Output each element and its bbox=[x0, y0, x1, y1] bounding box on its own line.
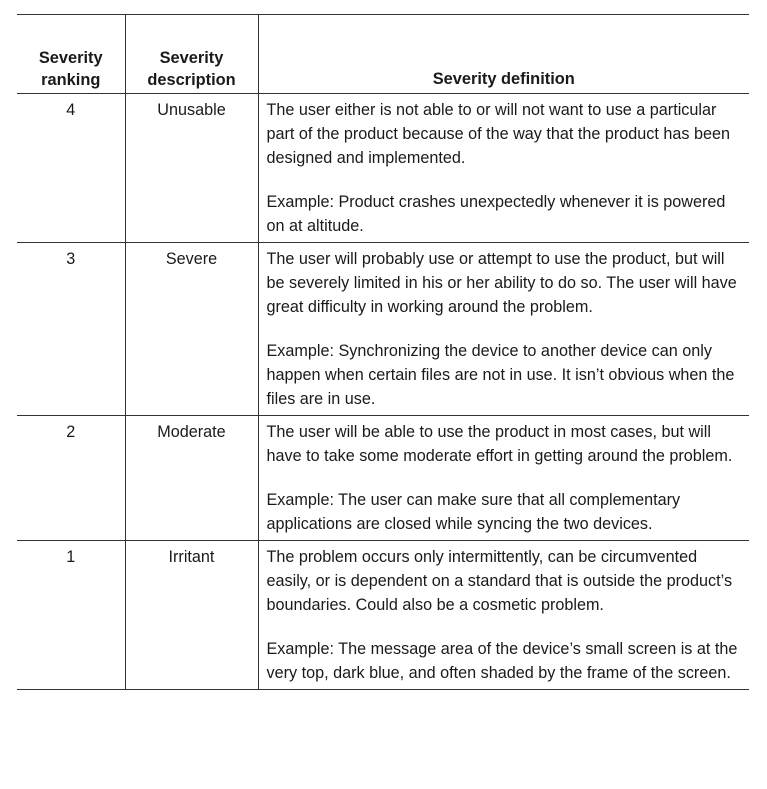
header-severity-description bbox=[125, 15, 258, 94]
row-definition: The user will be able to use the product in most cases, but will have to take some moderate effort in getting around the problem. bbox=[266, 423, 733, 465]
row-example: Example: The user can make sure that all complementary applications are closed while syncing the two devices. bbox=[266, 491, 681, 533]
row-definition: The user will probably use or attempt to use the product, but will be severely limited in his or her ability to do so. The user will have great difficulty in working around the problem. bbox=[266, 250, 737, 316]
header-severity-definition: Severity definition bbox=[432, 70, 575, 88]
severity-table bbox=[17, 14, 749, 690]
header-description-line-1: Severity bbox=[159, 49, 224, 67]
header-description-line-2: description bbox=[147, 71, 236, 89]
header-ranking-line-1: Severity bbox=[38, 49, 103, 67]
row-definition-cell bbox=[258, 94, 749, 243]
row-description: Moderate bbox=[125, 416, 258, 541]
row-example: Example: The message area of the device’s small screen is at the very top, dark blue, and often shaded by the frame of the screen. bbox=[266, 640, 738, 682]
table-row bbox=[17, 416, 749, 541]
row-ranking: 4 bbox=[17, 94, 125, 243]
row-description: Severe bbox=[125, 243, 258, 416]
row-definition-cell bbox=[258, 541, 749, 690]
row-example: Example: Synchronizing the device to another device can only happen when certain files are not in use. It isn’t obvious when the files are in use. bbox=[266, 342, 735, 408]
row-description: Unusable bbox=[125, 94, 258, 243]
row-example: Example: Product crashes unexpectedly whenever it is powered on at altitude. bbox=[266, 193, 726, 235]
row-ranking: 3 bbox=[17, 243, 125, 416]
header-ranking-line-2: ranking bbox=[41, 71, 101, 89]
row-definition: The user either is not able to or will not want to use a particular part of the product because of the way that the product has been designed and implemented. bbox=[266, 101, 730, 167]
row-definition-cell bbox=[258, 243, 749, 416]
row-definition-cell bbox=[258, 416, 749, 541]
row-definition: The problem occurs only intermittently, can be circumvented easily, or is dependent on a standard that is outside the product’s boundaries. Could also be a cosmetic problem. bbox=[266, 548, 733, 614]
table-row bbox=[17, 94, 749, 243]
header-severity-ranking bbox=[17, 15, 125, 94]
table-header bbox=[17, 15, 749, 94]
row-description: Irritant bbox=[125, 541, 258, 690]
table-row bbox=[17, 243, 749, 416]
row-ranking: 2 bbox=[17, 416, 125, 541]
table-body bbox=[17, 94, 749, 690]
header-row bbox=[17, 15, 749, 94]
row-ranking: 1 bbox=[17, 541, 125, 690]
table-row bbox=[17, 541, 749, 690]
